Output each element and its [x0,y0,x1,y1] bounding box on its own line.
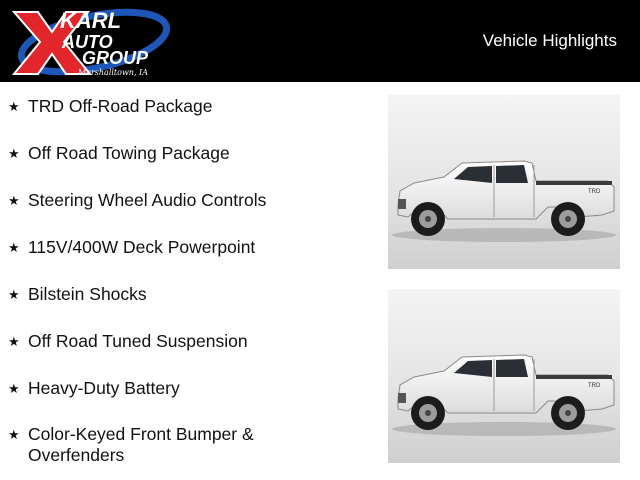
list-item-label: TRD Off-Road Package [28,96,213,116]
list-item [8,284,308,305]
list-item [8,143,308,164]
list-item-label: Bilstein Shocks [28,284,147,304]
list-item-label: Color-Keyed Front Bumper & Overfenders [28,424,254,465]
list-item [8,424,308,466]
list-item [8,96,308,117]
truck-image [388,289,620,463]
page-title: Vehicle Highlights [482,31,617,50]
vehicle-photo[interactable] [388,289,620,463]
star-icon: ★ [8,381,20,396]
star-icon: ★ [8,240,20,255]
logo-text-bottom: GROUP [82,48,149,68]
logo-text-mid: AUTO [62,32,113,52]
logo-signature: Marshalltown, IA [78,68,148,77]
list-item [8,237,308,258]
trd-badge: TRD [588,189,601,195]
list-item-label: Steering Wheel Audio Controls [28,190,267,210]
trd-badge: TRD [588,383,601,389]
truck-image [388,95,620,269]
star-icon: ★ [8,334,20,349]
vehicle-photo[interactable] [388,95,620,269]
logo-text-top: KARL [60,8,122,33]
list-item [8,190,308,211]
list-item-label: 115V/400W Deck Powerpoint [28,237,256,257]
star-icon: ★ [8,99,20,114]
list-item [8,378,308,399]
star-icon: ★ [8,287,20,302]
list-item-label: Heavy-Duty Battery [28,378,180,398]
star-icon: ★ [8,193,20,208]
karl-auto-group-logo[interactable] [8,4,173,78]
header-bar [0,0,640,82]
list-item-label: Off Road Towing Package [28,143,230,163]
star-icon: ★ [8,427,20,442]
star-icon: ★ [8,146,20,161]
list-item [8,331,308,352]
list-item-label: Off Road Tuned Suspension [28,331,248,351]
